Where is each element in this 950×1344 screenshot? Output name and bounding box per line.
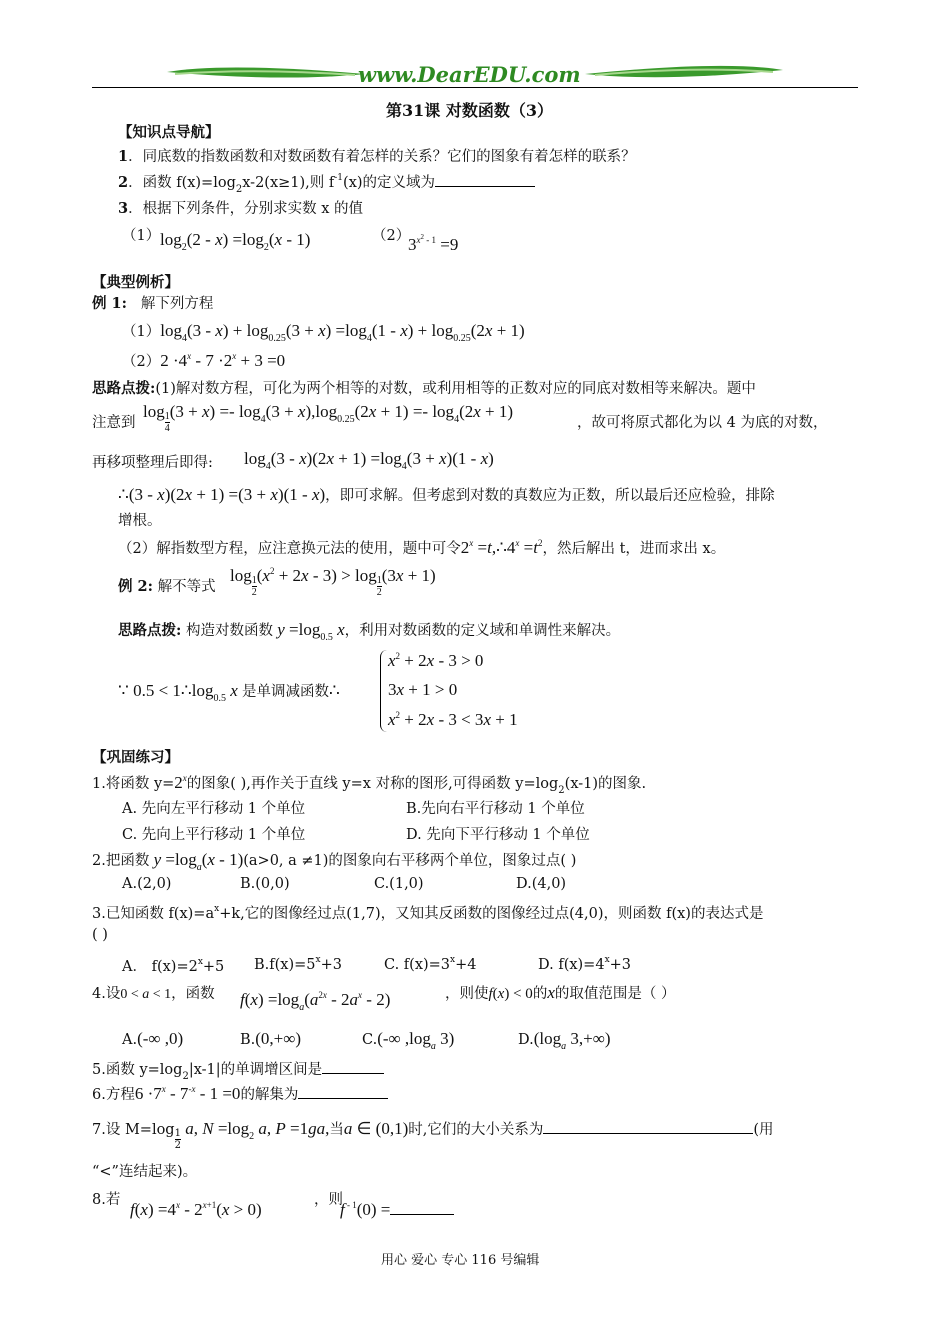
nav-q3-2-label: （2） — [372, 228, 411, 244]
nav-q3-1-label: （1） — [122, 228, 161, 244]
nav-q3: 3．根据下列条件，分别求实数 x 的值 — [118, 200, 363, 217]
practice-3-A: A． $f(x)=2^x+5$ — [122, 957, 225, 975]
hint1-line4: ∴(3 - x)(2x + 1) =(3 + x)(1 - x)，即可求解。但考虑到对数的真数应为正数，所以最后还应检验，排除 — [118, 485, 775, 504]
practice-2-A: A.(2,0) — [122, 876, 172, 892]
practice-8-mid: ，则 — [314, 1192, 343, 1208]
practice-3-C: C. $f(x)=3^x+4$ — [384, 955, 477, 973]
practice-2-B: B.(0,0) — [240, 876, 290, 892]
nav-q3-1-formula: $\log_2(2 - x) =\log_2(x - 1)$ — [160, 230, 311, 253]
practice-1-A: A. 先向左平行移动 1 个单位 — [122, 801, 306, 817]
practice-1-C: C. 先向上平行移动 1 个单位 — [122, 827, 306, 843]
hint2-line: （2）解指数型方程，应注意换元法的使用，题中可令$2^x$ $=t,\therefore 4^x =t^2$，然后解出 t，进而求出 x。 — [118, 538, 726, 557]
practice-7: 7.设 M=log $\frac{1}{2}$ a, $N =\log_2$ a, P =1ga,当a ∈ (0,1)时,它们的大小关系为 (用 — [92, 1119, 774, 1151]
section-heading-nav: 【知识点导航】 — [118, 124, 220, 141]
page-footer: 用心 爱心 专心 116 号编辑 — [381, 1253, 540, 1268]
practice-4-A: A.(-∞ ,0) — [122, 1029, 184, 1048]
practice-3-D: D. $f(x)=4^x+3$ — [538, 955, 632, 973]
practice-5: 5.函数 $y=\log_2|x-1|$的单调增区间是 — [92, 1058, 384, 1082]
hint1-formula: log $\frac{1}{4}$ $(3 + x) =- \log_4(3 + x),\log_{0.25}(2x + 1) =- \log_4(2x + 1)$ — [143, 402, 514, 434]
hint1-line5: 增根。 — [118, 513, 162, 529]
hint3-line: 思路点拨: 构造对数函数 $y =\log_{0.5}$ x，利用对数函数的定义域和单调性来解决。 — [118, 620, 621, 643]
practice-3-paren: ( ) — [92, 927, 108, 943]
practice-3-B: $B.f(x)=5^x+3$ — [254, 955, 342, 973]
system-eq1: $x^2 + 2x - 3 > 0$ — [388, 651, 484, 670]
practice-4-mid: ，则使f(x) < 0的x的取值范围是（ ） — [445, 983, 676, 1002]
practice-1-B: B.先向右平行移动 1 个单位 — [406, 801, 585, 817]
practice-4: 4.设0 < a < 1，函数 — [92, 986, 215, 1002]
section-heading-examples: 【典型例析】 — [92, 274, 179, 291]
hint1-line2: 注意到 — [92, 415, 136, 431]
system-eq3: $x^2 + 2x - 3 < 3x + 1$ — [388, 710, 518, 729]
practice-3: 3.已知函数 $f(x)=a^x+k$,它的图像经过点(1,7)，又知其反函数的图像经过点(4,0)，则函数 f(x)的表达式是 — [92, 904, 764, 922]
header-rule — [92, 87, 858, 88]
practice-8-formula: $f(x) =4^x - 2^{x+1}(x > 0)$ — [130, 1200, 262, 1219]
monotone-line: ∵ $0.5 < 1\therefore\log_{0.5}$ x 是单调减函数∴ — [118, 681, 340, 704]
nav-q3-2-formula: $3^{x^2 - 1} =9$ — [408, 233, 459, 254]
practice-2-C: C.(1,0) — [374, 876, 424, 892]
hint1-line2-post: ，故可将原式都化为以 4 为底的对数， — [577, 415, 828, 431]
practice-4-func: $f(x) =\log_a(a^{2x} - 2a^x - 2)$ — [240, 990, 391, 1013]
practice-2-D: D.(4,0) — [516, 876, 567, 892]
hint1-line3: 再移项整理后即得: — [92, 455, 213, 471]
practice-4-D: $D.(\log_a$ 3,+∞) — [518, 1029, 611, 1052]
hint1-line: 思路点拨:(1)解对数方程，可化为两个相等的对数，或利用相等的正数对应的同底对数相等来解决。题中 — [92, 380, 756, 397]
practice-7-line2: “<”连结起来)。 — [92, 1164, 198, 1180]
practice-4-C: C.(-∞ $,\log_a$ 3) — [362, 1029, 455, 1052]
hint1-formula2: $\log_4(3 - x)(2x + 1) =\log_4(3 + x)(1 - x)$ — [244, 449, 494, 472]
practice-1: 1.将函数 $y=2^x$的图象( ),再作关于直线 y=x 对称的图形,可得函数 $y=\log_2(x-1)$的图象. — [92, 773, 647, 796]
practice-8-label: 8.若 — [92, 1192, 121, 1208]
system-brace — [380, 650, 387, 732]
practice-2: 2.把函数 $y =\log_a(x - 1)(a>0$, a ≠1)的图象向右平移两个单位，图象过点( ) — [92, 850, 577, 873]
system-eq2: 3x + 1 > 0 — [388, 680, 458, 699]
site-name: www.DearEDU.com — [358, 62, 581, 87]
nav-q1: 1．同底数的指数函数和对数函数有着怎样的关系？它们的图象有着怎样的联系？ — [118, 148, 636, 165]
example1-line: 例 1: 解下列方程 — [92, 295, 214, 312]
page-title: 第31课 对数函数（3） — [386, 101, 553, 120]
example2-line: 例 2: 解不等式 — [118, 578, 216, 595]
example1-part2: $(2)2 \cdot 4^x - 7 \cdot 2^x + 3 =0$ — [122, 351, 286, 370]
example2-formula: log $\frac{1}{2}$ $(x^2 + 2x - 3) > \log$ $\frac{1}{2}$ (3x + 1) — [230, 566, 436, 598]
nav-q2: 2．函数 $f(x)=\log_2x-2(x\ge 1)$,则 $f^{-1}(x)$的定义域为 — [118, 171, 535, 195]
example1-part1: $(1)\log_4(3 - x) + \log_{0.25}(3 + x) =\log_4(1 - x) + \log_{0.25}(2x + 1)$ — [122, 321, 525, 344]
practice-6: 6.方程$6 \cdot 7^x - 7^{-x} - 1 =0$的解集为 — [92, 1083, 388, 1104]
practice-8-inverse: f $^{- 1}$(0) = — [340, 1200, 454, 1220]
section-heading-practice: 【巩固练习】 — [92, 749, 179, 766]
practice-4-B: B.(0,+∞) — [240, 1029, 302, 1048]
practice-1-D: D. 先向下平行移动 1 个单位 — [406, 827, 590, 843]
